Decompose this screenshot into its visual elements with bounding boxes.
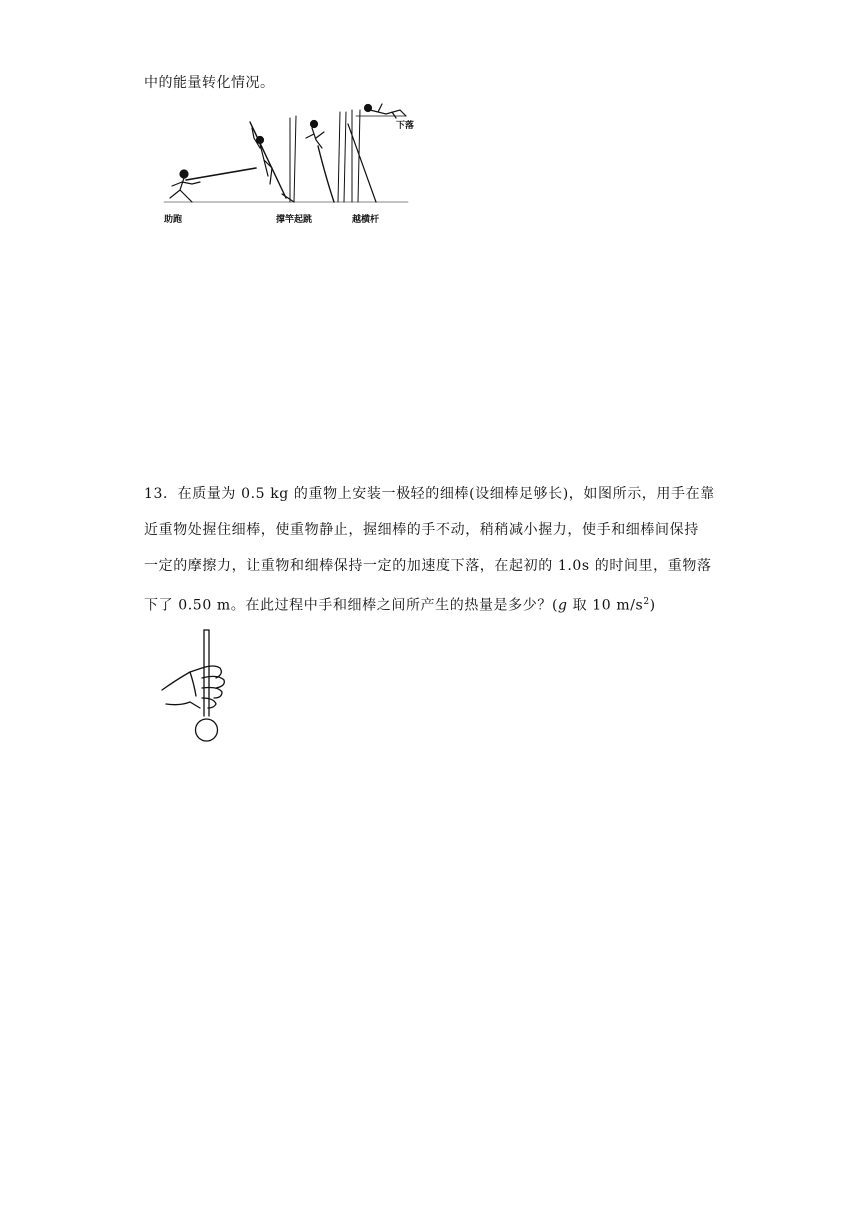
label-over-bar: 越横杆 <box>352 215 380 225</box>
question-line-3: 一定的摩擦力，让重物和细棒保持一定的加速度下落，在起初的 1.0s 的时间里，重物落 <box>144 558 712 574</box>
label-run: 助跑 <box>164 215 183 225</box>
superscript: 2 <box>643 597 650 607</box>
question-13 <box>144 476 724 624</box>
g-symbol: g <box>558 597 568 614</box>
continuation-text: 中的能量转化情况。 <box>144 75 275 91</box>
hand-rod-figure <box>156 628 246 748</box>
hand-holding-rod-illustration <box>156 628 246 748</box>
question-line-4: 下了 0.50 m。在此过程中手和细棒之间所产生的热量是多少？(g 取 10 $m/s^2$) <box>144 597 656 614</box>
pole-vault-figure <box>156 98 428 230</box>
pole-vault-illustration <box>156 98 428 230</box>
question-line-2: 近重物处握住细棒，使重物静止，握细棒的手不动，稍稍减小握力，使手和细棒间保持 <box>144 522 699 538</box>
label-takeoff: 撑竿起跳 <box>276 215 313 225</box>
label-fall: 下落 <box>396 121 415 131</box>
question-number: 13． <box>144 486 178 502</box>
question-line-1: 13．在质量为 0.5 kg 的重物上安装一极轻的细棒(设细棒足够长)，如图所示，用手在靠 <box>144 486 715 502</box>
